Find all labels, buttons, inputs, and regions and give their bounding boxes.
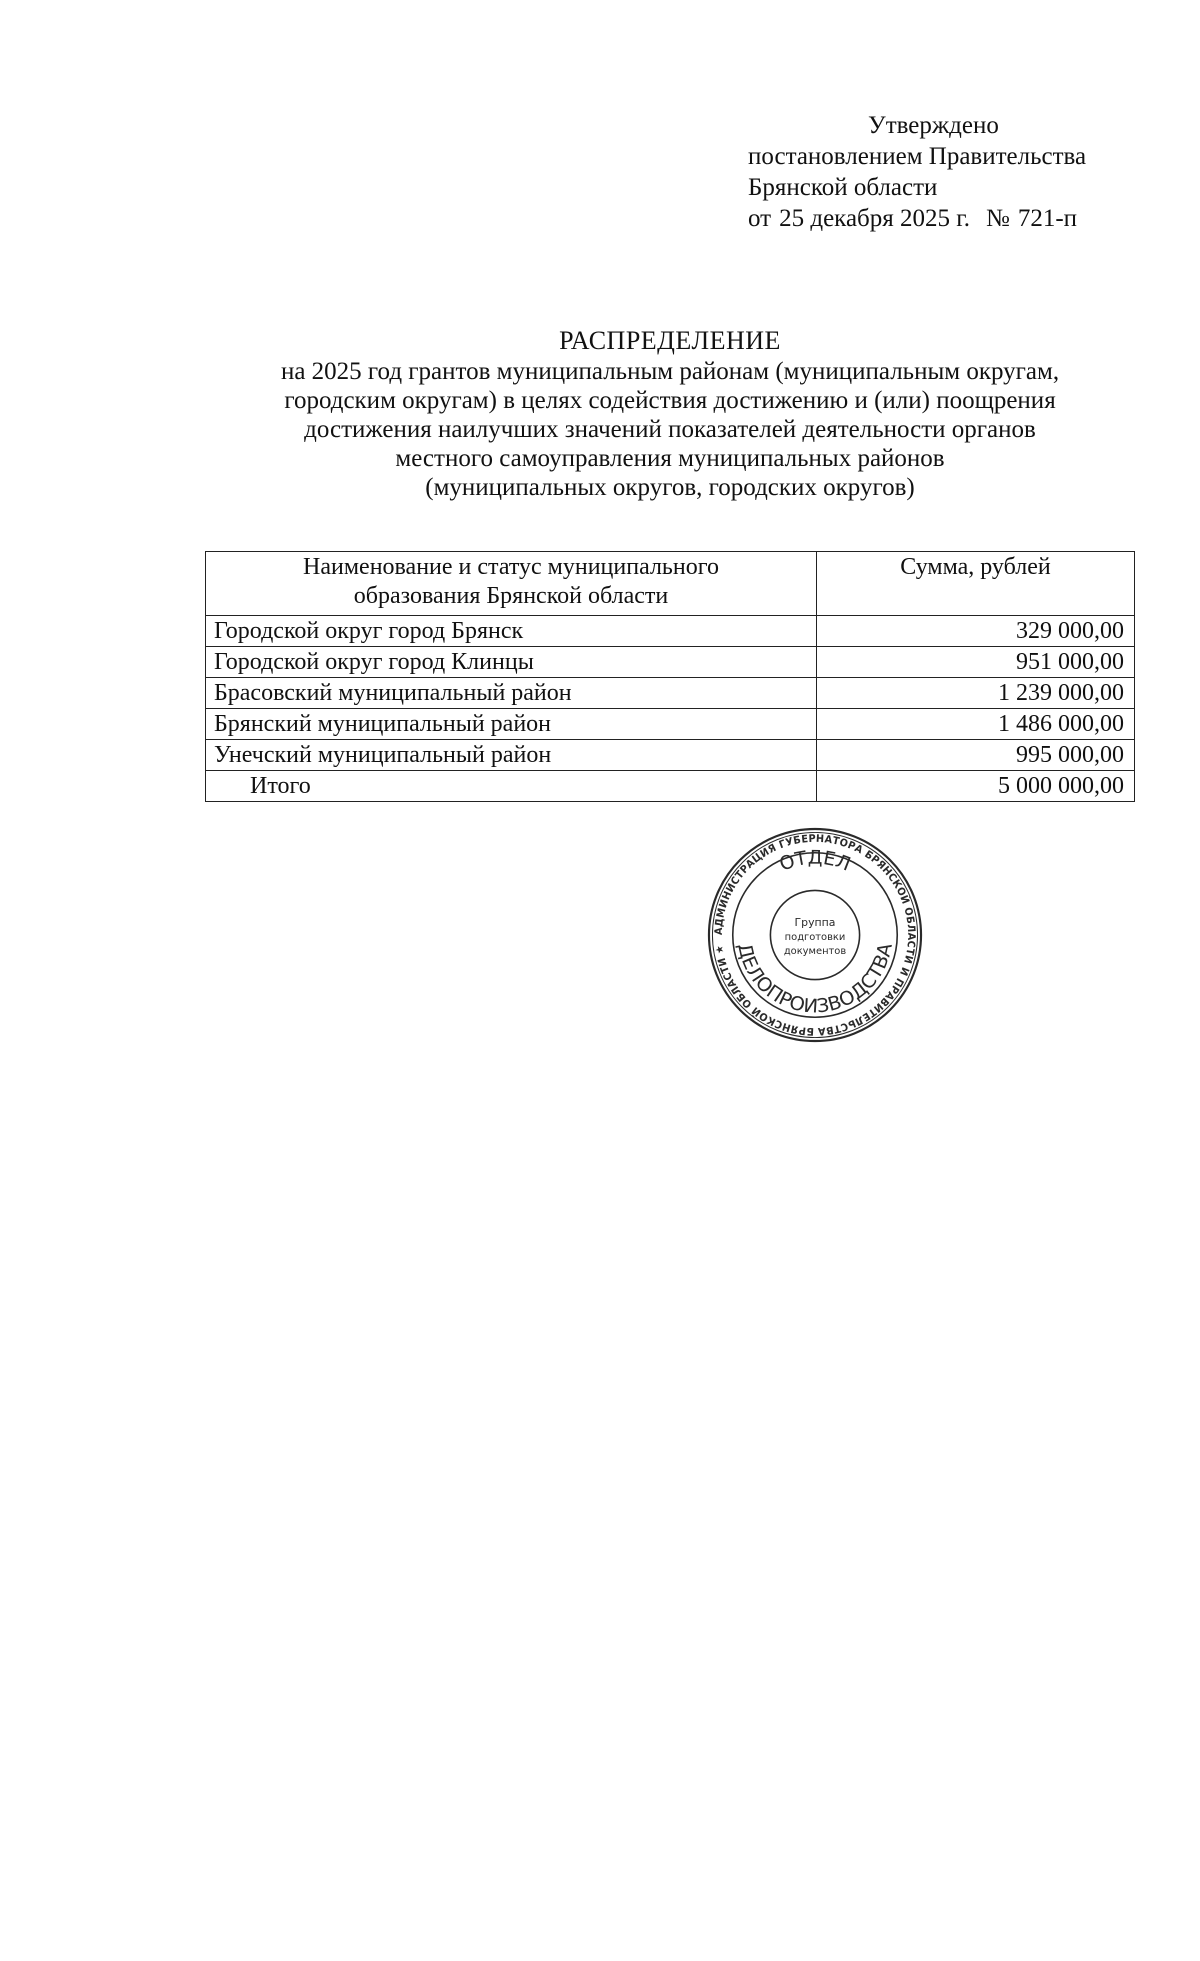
heading-line: на 2025 год грантов муниципальным районам (муниципальным округам,: [280, 358, 1060, 385]
table-total-row: [206, 771, 1135, 802]
stamp-inner-line2: подготовки: [784, 931, 846, 943]
approval-number-sign: №: [985, 205, 1010, 232]
heading-line: городским округам) в целях содействия достижению и (или) поощрения: [284, 387, 1056, 414]
header-amount: Сумма, рублей: [817, 552, 1135, 616]
stamp-middle-top-textpath: ОТДЕЛ: [776, 847, 854, 876]
table-row: [206, 740, 1135, 771]
table-header-row: [206, 552, 1135, 616]
header-municipality-line1: Наименование и статус муниципального: [303, 554, 719, 580]
row-amount: 951 000,00: [817, 647, 1135, 678]
office-stamp-seal: [706, 826, 924, 1044]
total-amount: 5 000 000,00: [817, 771, 1135, 802]
table-row: [206, 647, 1135, 678]
document-title: РАСПРЕДЕЛЕНИЕ: [559, 326, 781, 355]
approval-line-approved: Утверждено: [868, 112, 999, 139]
row-amount: 995 000,00: [817, 740, 1135, 771]
row-municipality: Брасовский муниципальный район: [206, 678, 817, 709]
grants-table: [205, 551, 1135, 802]
approval-block: [748, 110, 1086, 234]
approval-date: 25 декабря 2025 г.: [779, 205, 970, 232]
table-row: [206, 678, 1135, 709]
stamp-middle-top-text: [777, 848, 853, 876]
approval-date-prefix: от: [748, 205, 772, 232]
document-heading: [200, 326, 1140, 502]
table-row: [206, 616, 1135, 647]
row-municipality: Унечский муниципальный район: [206, 740, 817, 771]
table-row: [206, 709, 1135, 740]
row-municipality: Городской округ город Клинцы: [206, 647, 817, 678]
row-municipality: Брянский муниципальный район: [206, 709, 817, 740]
total-label: Итого: [206, 771, 817, 802]
approval-line-date: [748, 203, 1086, 234]
row-amount: 329 000,00: [817, 616, 1135, 647]
header-municipality-line2: образования Брянской области: [353, 583, 669, 609]
approval-number: 721-п: [1017, 205, 1078, 232]
row-amount: 1 486 000,00: [817, 709, 1135, 740]
heading-line: достижения наилучших значений показателей деятельности органов: [304, 416, 1036, 443]
stamp-inner-line1: Группа: [794, 916, 836, 930]
heading-line: (муниципальных округов, городских округов): [425, 474, 915, 501]
row-amount: 1 239 000,00: [817, 678, 1135, 709]
header-municipality: [206, 552, 817, 616]
stamp-middle-bottom-textpath: ДЕЛОПРОИЗВОДСТВА: [733, 941, 897, 1018]
approval-line-region: Брянской области: [748, 174, 938, 201]
approval-line-resolution: постановлением Правительства: [748, 143, 1087, 170]
stamp-inner-line3: документов: [783, 945, 847, 957]
row-municipality: Городской округ город Брянск: [206, 616, 817, 647]
heading-line: местного самоуправления муниципальных районов: [395, 445, 945, 472]
stamp-outer-textpath: АДМИНИСТРАЦИЯ ГУБЕРНАТОРА БРЯНСКОЙ ОБЛАСТИ И ПРАВИТЕЛЬСТВА БРЯНСКОЙ ОБЛАСТИ ★: [712, 832, 918, 1038]
